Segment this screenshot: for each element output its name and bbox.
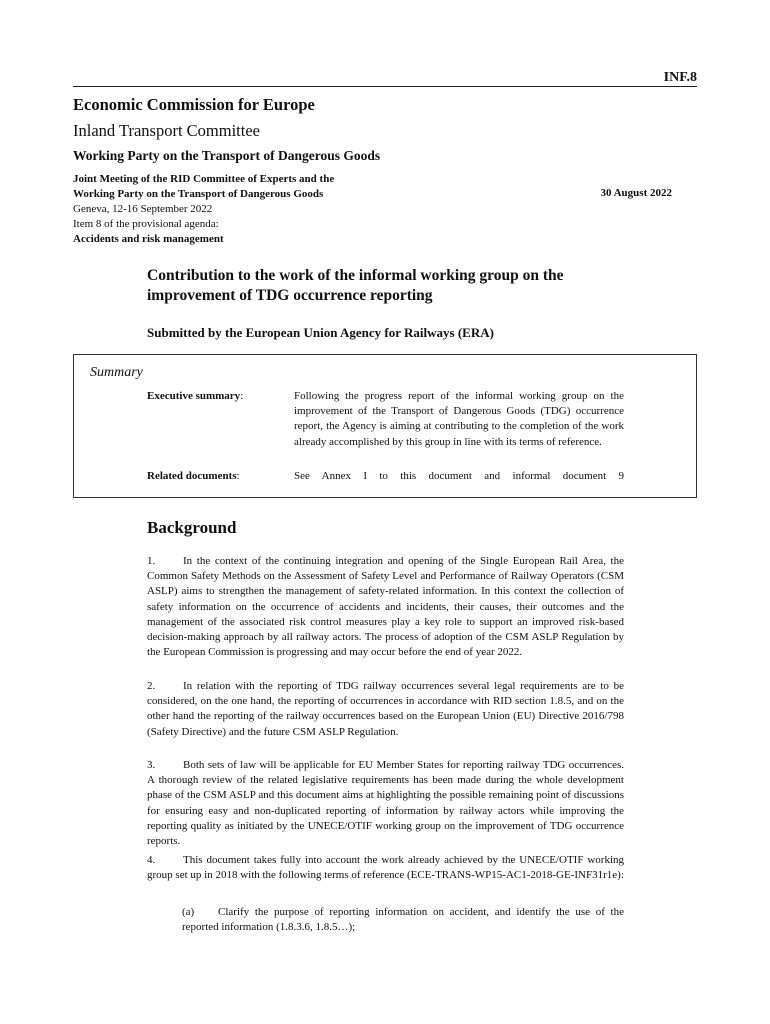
related-documents-text: See Annex I to this document and informal document 9 xyxy=(294,470,624,482)
background-heading: Background xyxy=(147,518,237,537)
paragraph-text: In relation with the reporting of TDG railway occurrences several legal requirements are to be considered, on the one hand, the reporting of occurrences in accordance with RID section 1.8.5, and on the other hand the reporting of the railway occurrences based on the European Union (EU) Directive 2016/798 (Safety Directive) and the future CSM ASLP Regulation. xyxy=(147,680,624,738)
executive-summary-text: Following the progress report of the informal working group on the improvement of the Transport of Dangerous Goods (TDG) occurrence report, the Agency is aiming at contributing to the completion of the work already accomplished by this group in line with its terms of reference. xyxy=(294,390,624,448)
paragraph-number: 3. xyxy=(147,759,156,771)
related-documents-label: Related documents: xyxy=(147,470,240,482)
paragraph-text: This document takes fully into account the work already achieved by the UNECE/OTIF working group set up in 2018 with the following terms of reference (ECE-TRANS-WP15-AC1-2018-GE-INF31r1e): xyxy=(147,854,624,882)
paragraph-number: 4. xyxy=(147,854,156,866)
document-symbol: INF.8 xyxy=(663,70,697,85)
paragraph-text: Both sets of law will be applicable for EU Member States for reporting railway TDG occurrences. A thorough review of the related legislative requirements has been made during the whole development phase of the CSM ASLP and this document aims at highlighting the possible remaining point of discussions for ensuring easy and non-duplicated reporting of information by railway actors while improving the reporting quality as initiated by the UNECE/OTIF working group on the improvement of TDG occurrence reports. xyxy=(147,759,624,848)
executive-summary-label: Executive summary: xyxy=(147,390,244,402)
paragraph-1 xyxy=(147,554,624,660)
subitem-text: Clarify the purpose of reporting information on accident, and identify the use of the reported information (1.8.3.6, 1.8.5…); xyxy=(182,906,624,934)
document-title: Contribution to the work of the informal working group on the improvement of TDG occurrence reporting xyxy=(147,267,564,304)
header-rule xyxy=(73,86,697,87)
paragraph-number: 2. xyxy=(147,680,156,692)
agenda-topic: Accidents and risk management xyxy=(73,233,224,245)
subitem-a xyxy=(182,905,624,935)
paragraph-number: 1. xyxy=(147,555,156,567)
working-party-name: Working Party on the Transport of Dangerous Goods xyxy=(73,148,381,163)
submitted-by: Submitted by the European Union Agency for Railways (ERA) xyxy=(147,325,494,340)
joint-meeting-line2: Working Party on the Transport of Dangerous Goods xyxy=(73,188,324,200)
organization-name: Economic Commission for Europe xyxy=(73,95,315,114)
subitem-number: (a) xyxy=(182,906,195,918)
paragraph-text: In the context of the continuing integration and opening of the Single European Rail Area, the Common Safety Methods on the Assessment of Safety Level and Performance of Railway Operators (CSM ASLP) aims to strengthen the management of safety-related information. In this context the collection of safety information on the occurrence of accidents and incidents, their causes, their outcomes and the management of the associated risk control measures play a key role to support an improved risk-based decision-making approach by all railway actors. The process of adoption of the CSM ASLP Regulation by the European Commission is progressing and may occur before the end of year 2022. xyxy=(147,555,624,659)
document-date: 30 August 2022 xyxy=(600,187,672,199)
committee-name: Inland Transport Committee xyxy=(73,121,260,140)
paragraph-4 xyxy=(147,853,624,883)
paragraph-2 xyxy=(147,679,624,740)
summary-label: Summary xyxy=(90,365,143,380)
agenda-item: Item 8 of the provisional agenda: xyxy=(73,218,219,230)
joint-meeting-line1: Joint Meeting of the RID Committee of Experts and the xyxy=(73,173,335,185)
paragraph-3 xyxy=(147,758,624,849)
meeting-location-dates: Geneva, 12-16 September 2022 xyxy=(73,203,213,215)
